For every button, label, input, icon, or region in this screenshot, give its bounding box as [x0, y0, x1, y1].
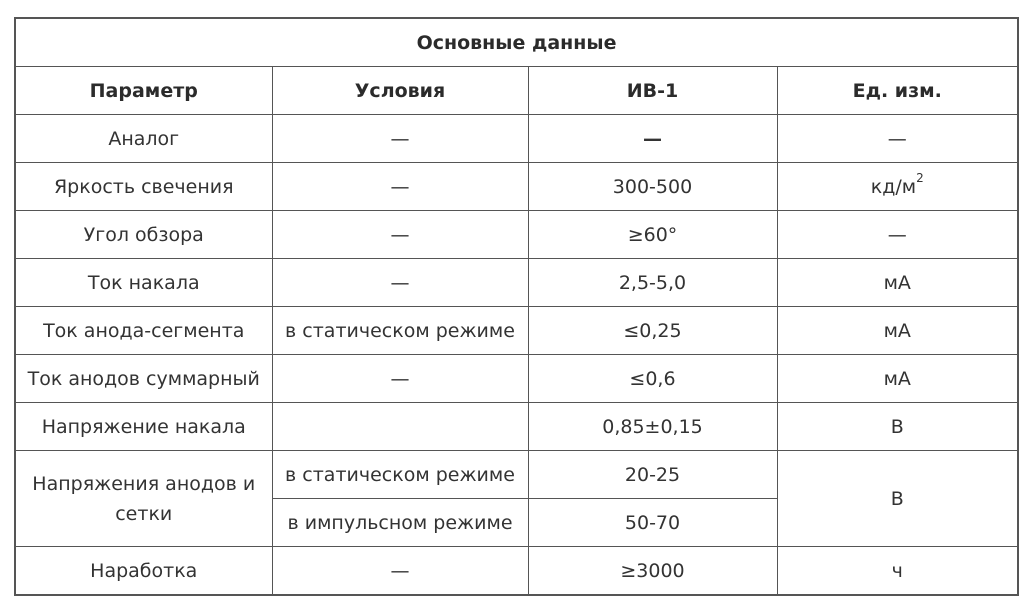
table-row	[15, 355, 1018, 403]
param-cell: Напряжение накала	[15, 403, 272, 451]
condition-cell: —	[272, 259, 528, 307]
param-cell: Яркость свечения	[15, 163, 272, 211]
unit-cell: мА	[777, 355, 1018, 403]
unit-superscript: 2	[916, 171, 924, 186]
header-model: ИВ-1	[528, 67, 777, 115]
param-cell: Наработка	[15, 547, 272, 596]
condition-cell: в статическом режиме	[272, 307, 528, 355]
param-cell: Ток анодов суммарный	[15, 355, 272, 403]
value-cell: ≤0,6	[528, 355, 777, 403]
unit-cell: мА	[777, 259, 1018, 307]
table-title: Основные данные	[15, 18, 1018, 67]
table-title-row	[15, 18, 1018, 67]
condition-cell: в статическом режиме	[272, 451, 528, 499]
condition-cell: —	[272, 115, 528, 163]
unit-cell: мА	[777, 307, 1018, 355]
unit-cell: —	[777, 211, 1018, 259]
value-cell: 2,5-5,0	[528, 259, 777, 307]
header-unit: Ед. изм.	[777, 67, 1018, 115]
condition-cell: —	[272, 547, 528, 596]
header-parameter: Параметр	[15, 67, 272, 115]
header-conditions: Условия	[272, 67, 528, 115]
table-row	[15, 115, 1018, 163]
table-row	[15, 547, 1018, 596]
value-cell: —	[528, 115, 777, 163]
unit-cell: —	[777, 115, 1018, 163]
value-cell: 20-25	[528, 451, 777, 499]
table-row	[15, 403, 1018, 451]
unit-cell: В	[777, 403, 1018, 451]
param-cell: Угол обзора	[15, 211, 272, 259]
unit-cell: ч	[777, 547, 1018, 596]
param-cell: Ток накала	[15, 259, 272, 307]
table-row	[15, 259, 1018, 307]
param-cell: Ток анода-сегмента	[15, 307, 272, 355]
table-row	[15, 163, 1018, 211]
condition-cell: —	[272, 163, 528, 211]
table-row	[15, 451, 1018, 499]
value-cell: ≤0,25	[528, 307, 777, 355]
param-cell: Аналог	[15, 115, 272, 163]
param-cell: Напряжения анодов и сетки	[15, 451, 272, 547]
unit-cell: В	[777, 451, 1018, 547]
value-cell: 300-500	[528, 163, 777, 211]
condition-cell: в импульсном режиме	[272, 499, 528, 547]
value-cell: 50-70	[528, 499, 777, 547]
condition-cell: —	[272, 211, 528, 259]
condition-cell: —	[272, 355, 528, 403]
value-cell: ≥3000	[528, 547, 777, 596]
value-cell: ≥60°	[528, 211, 777, 259]
unit-cell	[777, 163, 1018, 211]
table-row	[15, 211, 1018, 259]
condition-cell	[272, 403, 528, 451]
unit-text: кд/м	[870, 175, 917, 198]
specs-table	[14, 17, 1019, 596]
table-header-row	[15, 67, 1018, 115]
value-cell: 0,85±0,15	[528, 403, 777, 451]
table-row	[15, 307, 1018, 355]
